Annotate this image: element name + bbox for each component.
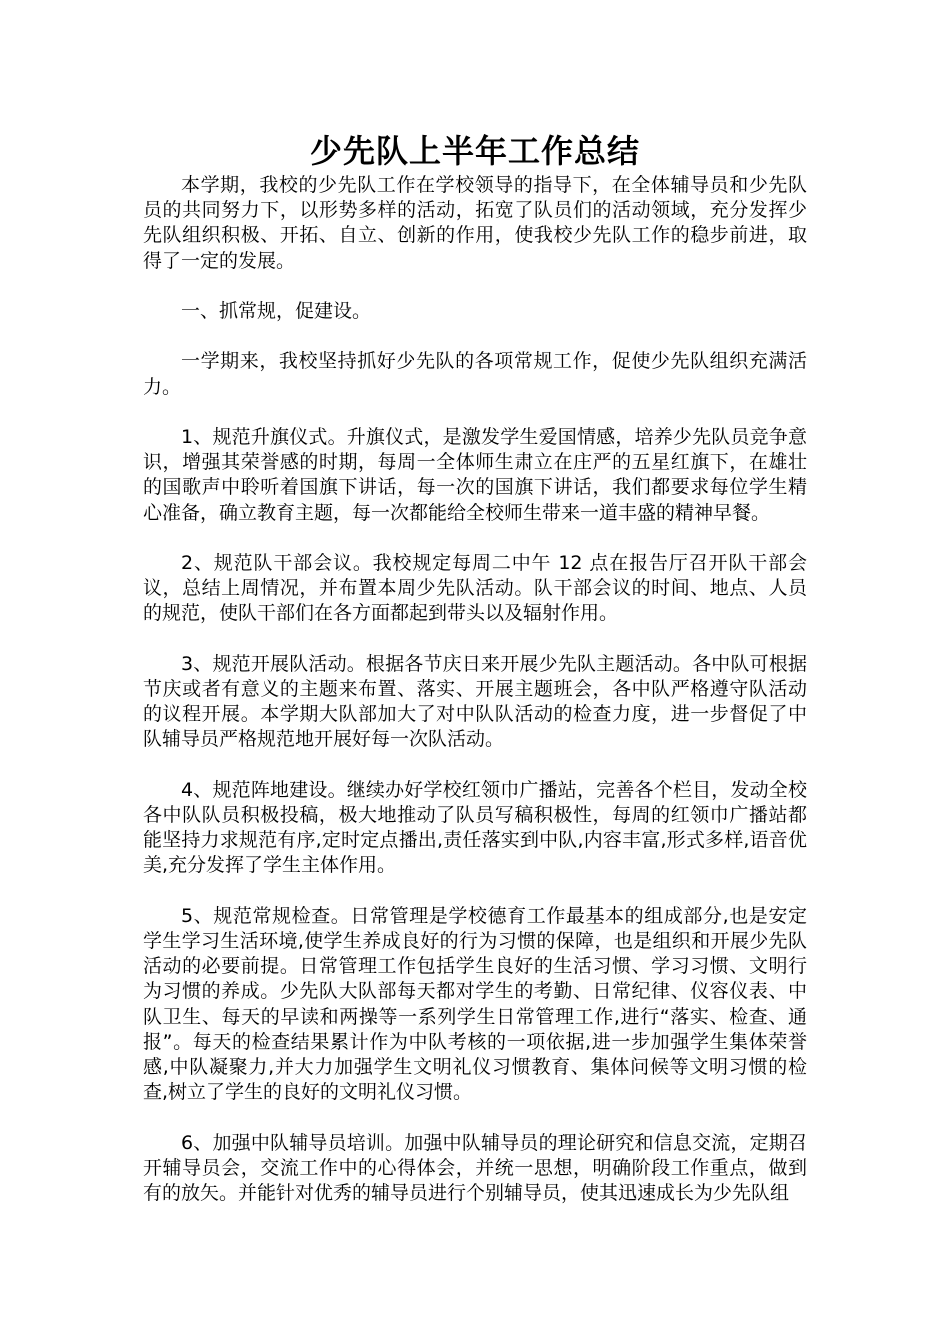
paragraph-spacer [143,879,807,904]
paragraph-spacer [143,274,807,299]
paragraph-spacer [143,324,807,349]
paragraph-item-1: 1、规范升旗仪式。升旗仪式，是激发学生爱国情感，培养少先队员竞争意识，增强其荣誉感的时期，每周一全体师生肃立在庄严的五星红旗下，在雄壮的国歌声中聆听着国旗下讲话，每一次的国旗下讲话，我们都要求每位学生精心准备，确立教育主题，每一次都能给全校师生带来一道丰盛的精神早餐。 [143,425,807,524]
paragraph-item-6: 6、加强中队辅导员培训。加强中队辅导员的理论研究和信息交流，定期召开辅导员会，交流工作中的心得体会，并统一思想，明确阶段工作重点，做到有的放矢。并能针对优秀的辅导员进行个别辅导员，使其迅速成长为少先队组 [143,1131,807,1204]
section-heading: 一、抓常规，促建设。 [181,300,372,322]
document-body [143,173,807,1206]
paragraph-spacer [143,526,807,551]
paragraph-section-intro: 一学期来，我校坚持抓好少先队的各项常规工作，促使少先队组织充满活力。 [143,350,807,398]
paragraph-item-4: 4、规范阵地建设。继续办好学校红领巾广播站，完善各个栏目，发动全校各中队队员积极投稿，极大地推动了队员写稿积极性，每周的红领巾广播站都能坚持力求规范有序,定时定点播出,责任落实到中队,内容丰富,形式多样,语音优美,充分发挥了学生主体作用。 [143,778,807,877]
paragraph-spacer [143,1105,807,1130]
paragraph-spacer [143,400,807,425]
paragraph-spacer [143,627,807,652]
paragraph-item-2: 2、规范队干部会议。我校规定每周二中午 12 点在报告厅召开队干部会议，总结上周情况，并布置本周少先队活动。队干部会议的时间、地点、人员的规范，使队干部们在各方面都起到带头以及辐射作用。 [143,551,807,625]
paragraph-spacer [143,753,807,778]
document-title: 少先队上半年工作总结 [309,132,640,170]
paragraph-item-3: 3、规范开展队活动。根据各节庆日来开展少先队主题活动。各中队可根据节庆或者有意义的主题来布置、落实、开展主题班会，各中队严格遵守队活动的议程开展。本学期大队部加大了对中队队活动的检查力度，进一步督促了中队辅导员严格规范地开展好每一次队活动。 [143,652,807,751]
paragraph-item-5: 5、规范常规检查。日常管理是学校德育工作最基本的组成部分,也是安定学生学习生活环境,使学生养成良好的行为习惯的保障，也是组织和开展少先队活动的必要前提。日常管理工作包括学生良好的生活习惯、学习习惯、文明行为习惯的养成。少先队大队部每天都对学生的考勤、日常纪律、仪容仪表、中队卫生、每天的早读和两操等一系列学生日常管理工作,进行“落实、检查、通报”。每天的检查结果累计作为中队考核的一项依据,进一步加强学生集体荣誉感,中队凝聚力,并大力加强学生文明礼仪习惯教育、集体问候等文明习惯的检查,树立了学生的良好的文明礼仪习惯。 [143,904,807,1104]
paragraph-intro: 本学期，我校的少先队工作在学校领导的指导下，在全体辅导员和少先队员的共同努力下，以形势多样的活动，拓宽了队员们的活动领域，充分发挥少先队组织积极、开拓、自立、创新的作用，使我校少先队工作的稳步前进，取得了一定的发展。 [143,174,807,272]
